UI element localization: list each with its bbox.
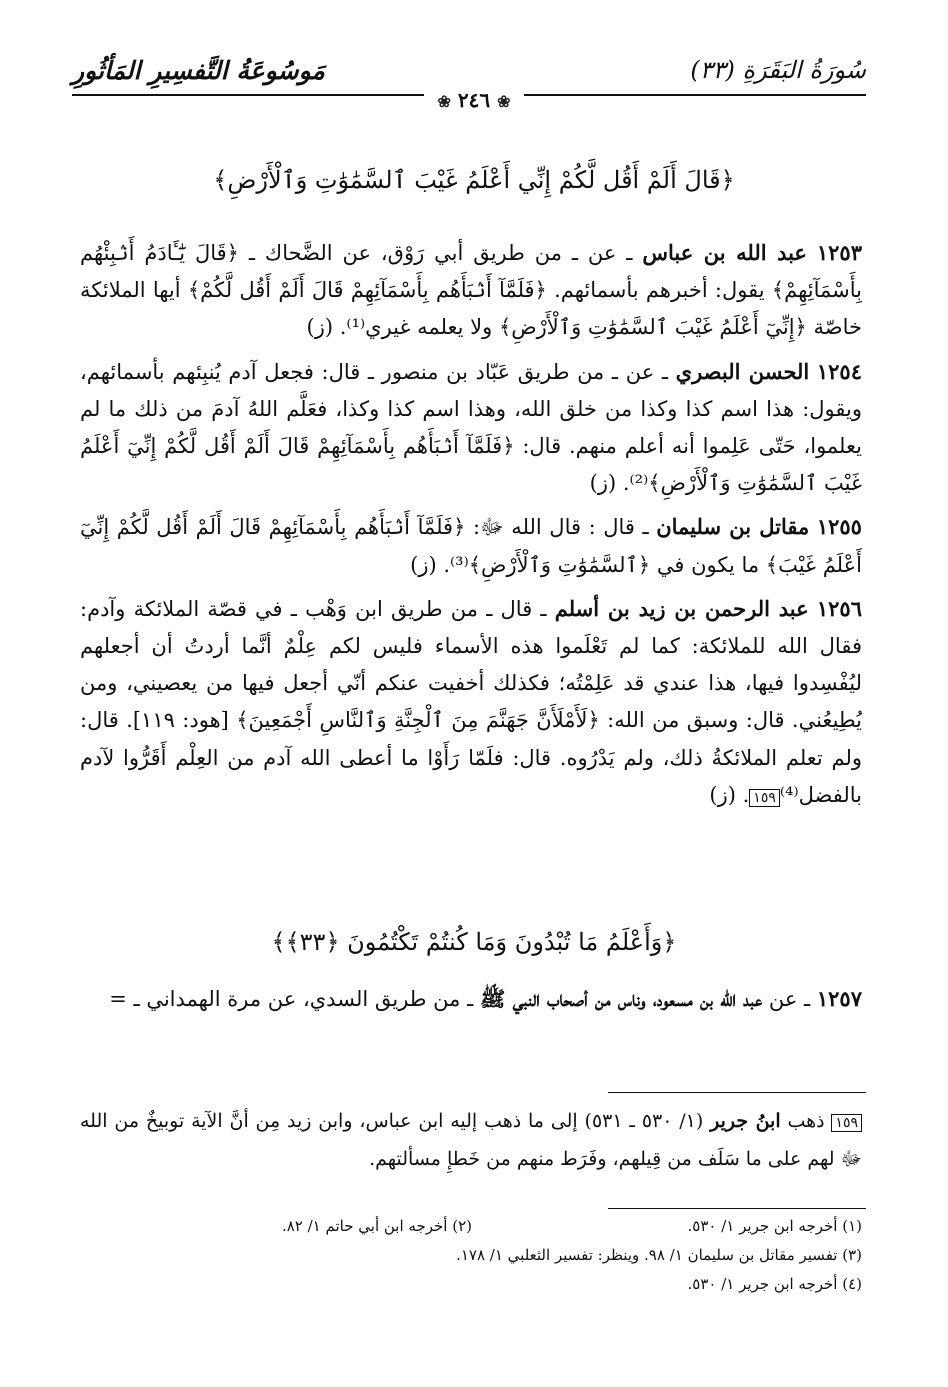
note-text: (١/ ٥٣٠ ـ ٥٣١) إلى ما ذهب إليه ابن عباس، وابن زيد مِن أنَّ الآية توبيخٌ من الله ﷻ لهم على ما سَلَف من قِيلهم، وفَرَط منهم من خَطإِ مسألتهم. [80, 1110, 862, 1170]
page-number-container [0, 88, 948, 118]
editor-note-159 [80, 1102, 862, 1178]
footnote-separator [608, 1208, 866, 1209]
narrator-name: عبد الله بن مسعود، وناس من أصحاب النبي ﷺ [479, 986, 763, 1011]
entry-1255 [80, 508, 862, 583]
entry-pre: ـ عن [768, 987, 811, 1011]
entry-number: ١٢٥٥ [816, 514, 862, 540]
entry-1254 [80, 353, 862, 503]
entry-1256 [80, 590, 862, 814]
entry-tail: . (ز) [709, 782, 750, 807]
note-reference-box[interactable]: ١٥٩ [749, 789, 780, 807]
page-number-value: ٢٤٦ [457, 88, 491, 112]
entry-text: ـ عن ـ من طريق أبي رَوْق، عن الضَّحاك ـ ﴿قَالَ يَٰٓـَٔادَمُ أَنۢبِئْهُم بِأَسْمَآئِهِمْ﴾ يقول: أخبرهم بأسمائهم. ﴿فَلَمَّآ أَنۢبَأَهُم بِأَسْمَآئِهِمْ قَالَ أَلَمْ أَقُل لَّكُمْ﴾ أيها الملائكة خاصّة ﴿إِنِّيٓ أَعْلَمُ غَيْبَ ٱلسَّمَٰوَٰتِ وَٱلْأَرْضِ﴾ ولا يعلمه غيري⁽¹⁾. (ز) [80, 241, 862, 340]
entry-text: ـ قال ـ من طريق ابن وَهْب ـ في قصّة الملائكة وآدم: فقال الله للملائكة: كما لم تَعْلَموا هذه الأسماء فليس لكم عِلْمٌ أنَّما أردتُ أن أجعلهم ليُفْسِدوا فيها، هذا عندي قد عَلِمْتُه؛ فكذلك أخفيت عنكم أنّي أجعل فيها من يعصيني، ومن يُطِيعُني. قال: وسبق من الله: ﴿لَأَمْلَأَنَّ جَهَنَّمَ مِنَ ٱلْجِنَّةِ وَٱلنَّاسِ أَجْمَعِينَ﴾ [هود: ١١٩]. قال: ولم تعلم الملائكةُ ذلك، ولم يَدْرُوه. قال: فلَمّا رَأَوْا ما أعطى الله آدم من العِلْم أَقَرُّوا لآدم بالفضل⁽⁴⁾ [80, 596, 862, 807]
footnote-3: (٣) تفسير مقاتل بن سليمان ١/ ٩٨. وينظر: تفسير الثعلبي ١/ ١٧٨. [456, 1246, 862, 1264]
entry-number: ١٢٥٤ [816, 358, 862, 384]
footnote-1: (١) أخرجه ابن جرير ١/ ٥٣٠. [687, 1217, 862, 1235]
header-surah-name: سُورَةُ البَقَرَةِ (٣٣) [690, 56, 866, 84]
verse-heading-2: ﴿وَأَعْلَمُ مَا تُبْدُونَ وَمَا كُنتُمْ تَكْتُمُونَ ﴿٣٣﴾﴾ [271, 928, 677, 956]
header-book-title: مَوسُوعَةُ التَّفسِيرِ المَأثُورِ [72, 56, 325, 85]
entry-1253 [80, 234, 862, 347]
entry-number: ١٢٥٧ [816, 986, 862, 1011]
entry-text: ـ من طريق السدي، عن مرة الهمداني ـ = [109, 987, 474, 1011]
ornament-icon: ❀ [497, 92, 511, 111]
footnotes [80, 1212, 862, 1299]
note-lead: ذهب [787, 1110, 825, 1132]
note-number-box: ١٥٩ [831, 1114, 862, 1132]
verse-heading-1: ﴿قَالَ أَلَمْ أَقُل لَّكُمْ إِنِّي أَعْلَمُ غَيْبَ ٱلسَّمَٰوَٰتِ وَٱلْأَرْضِ﴾ [213, 166, 735, 194]
commentary-body [80, 234, 862, 820]
footnote-2: (٢) أخرجه ابن أبي حاتم ١/ ٨٢. [281, 1217, 472, 1235]
ornament-icon: ❀ [437, 92, 451, 111]
footnote-4: (٤) أخرجه ابن جرير ١/ ٥٣٠. [687, 1275, 862, 1293]
note-author: ابنُ جرير [710, 1110, 781, 1132]
entry-number: ١٢٥٣ [816, 240, 862, 265]
entry-text: ـ قال : قال الله ﷻ: ﴿فَلَمَّآ أَنۢبَأَهُم بِأَسْمَآئِهِمْ قَالَ أَلَمْ أَقُل لَّكُمْ إِنِّيٓ أَعْلَمُ غَيْبَ﴾ ما يكون في ﴿ٱلسَّمَٰوَٰتِ وَٱلْأَرْضِ﴾⁽³⁾. (ز) [80, 515, 862, 577]
entry-number: ١٢٥٦ [816, 595, 862, 621]
entry-1257 [80, 980, 862, 1018]
page-number [424, 88, 525, 114]
footnote-row [80, 1212, 862, 1241]
narrator-name: الحسن البصري [675, 358, 810, 384]
narrator-name: عبد الرحمن بن زيد بن أسلم [554, 595, 809, 621]
narrator-name: مقاتل بن سليمان [656, 514, 810, 540]
narrator-name: عبد الله بن عباس [642, 240, 807, 265]
entry-text: ـ عن ـ من طريق عَبّاد بن منصور ـ قال: فجعل آدم يُنبِئهم بأسمائهم، ويقول: هذا اسم كذا وكذا من خلق الله، وهذا اسم كذا وكذا، فعَلَّم اللهُ آدمَ من ذلك ما لم يعلموا، حَتّى عَلِموا أنه أعلم منهم. قال: ﴿فَلَمَّآ أَنۢبَأَهُم بِأَسْمَآئِهِمْ قَالَ أَلَمْ أَقُل لَّكُمْ إِنِّيٓ أَعْلَمُ غَيْبَ ٱلسَّمَٰوَٰتِ وَٱلْأَرْضِ﴾⁽²⁾. (ز) [80, 359, 862, 496]
note-separator [608, 1092, 866, 1093]
